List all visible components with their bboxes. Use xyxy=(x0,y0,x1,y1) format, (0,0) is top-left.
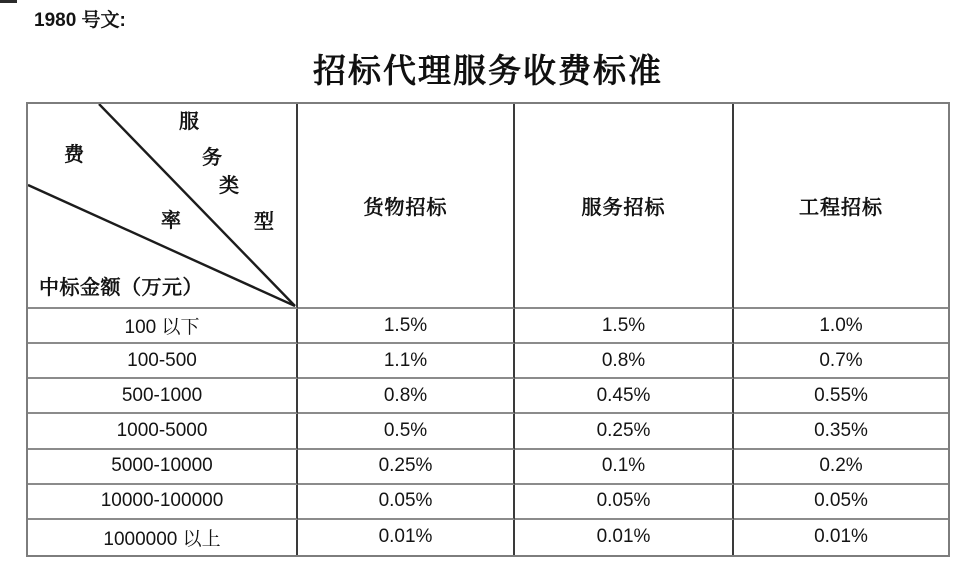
rate-axis-char-2: 率 xyxy=(161,210,181,232)
row-axis-label: 中标金额（万元） xyxy=(39,277,203,299)
rate-cell: 0.25% xyxy=(298,450,515,485)
page-title: 招标代理服务收费标准 xyxy=(313,54,663,90)
col-axis-char-4: 型 xyxy=(254,211,274,233)
row-range: 100 以下 xyxy=(28,309,298,344)
rate-cell: 0.01% xyxy=(814,526,868,548)
rate-cell: 0.05% xyxy=(298,485,515,520)
rate-cell: 1.5% xyxy=(298,309,515,344)
rate-cell: 0.01% xyxy=(298,520,515,555)
rate-cell: 0.8% xyxy=(515,344,734,379)
corner-header-cell xyxy=(28,104,298,309)
column-header-engineering: 工程招标 xyxy=(734,104,948,309)
rate-cell: 0.01% xyxy=(515,520,734,555)
rate-cell: 1.5% xyxy=(515,309,734,344)
rate-cell: 0.2% xyxy=(734,450,948,485)
rate-cell: 1.0% xyxy=(734,309,948,344)
column-header-goods: 货物招标 xyxy=(298,104,515,309)
row-range: 100-500 xyxy=(28,344,298,379)
col-axis-char-1: 服 xyxy=(179,111,199,133)
rate-cell: 1.1% xyxy=(298,344,515,379)
column-header-services: 服务招标 xyxy=(515,104,734,309)
rate-cell: 0.5% xyxy=(298,414,515,449)
rate-cell: 0.35% xyxy=(734,414,948,449)
row-range: 5000-10000 xyxy=(28,450,298,485)
rate-cell: 0.1% xyxy=(515,450,734,485)
page-edge-artifact xyxy=(0,0,17,3)
fee-standard-table xyxy=(26,102,950,557)
doc-number: 1980 号文: xyxy=(34,10,126,31)
rate-cell: 0.05% xyxy=(515,485,734,520)
row-range: 1000-5000 xyxy=(28,414,298,449)
col-axis-char-2: 务 xyxy=(202,147,222,169)
rate-cell: 0.05% xyxy=(734,485,948,520)
rate-cell: 0.45% xyxy=(515,379,734,414)
rate-axis-char-1: 费 xyxy=(64,144,84,166)
col-axis-char-3: 类 xyxy=(219,175,239,197)
row-range: 10000-100000 xyxy=(28,485,298,520)
row-range: 1000000 以上 xyxy=(28,520,298,555)
rate-cell: 0.55% xyxy=(734,379,948,414)
rate-cell: 0.8% xyxy=(298,379,515,414)
rate-cell: 0.7% xyxy=(734,344,948,379)
row-range: 500-1000 xyxy=(28,379,298,414)
rate-cell: 0.25% xyxy=(515,414,734,449)
